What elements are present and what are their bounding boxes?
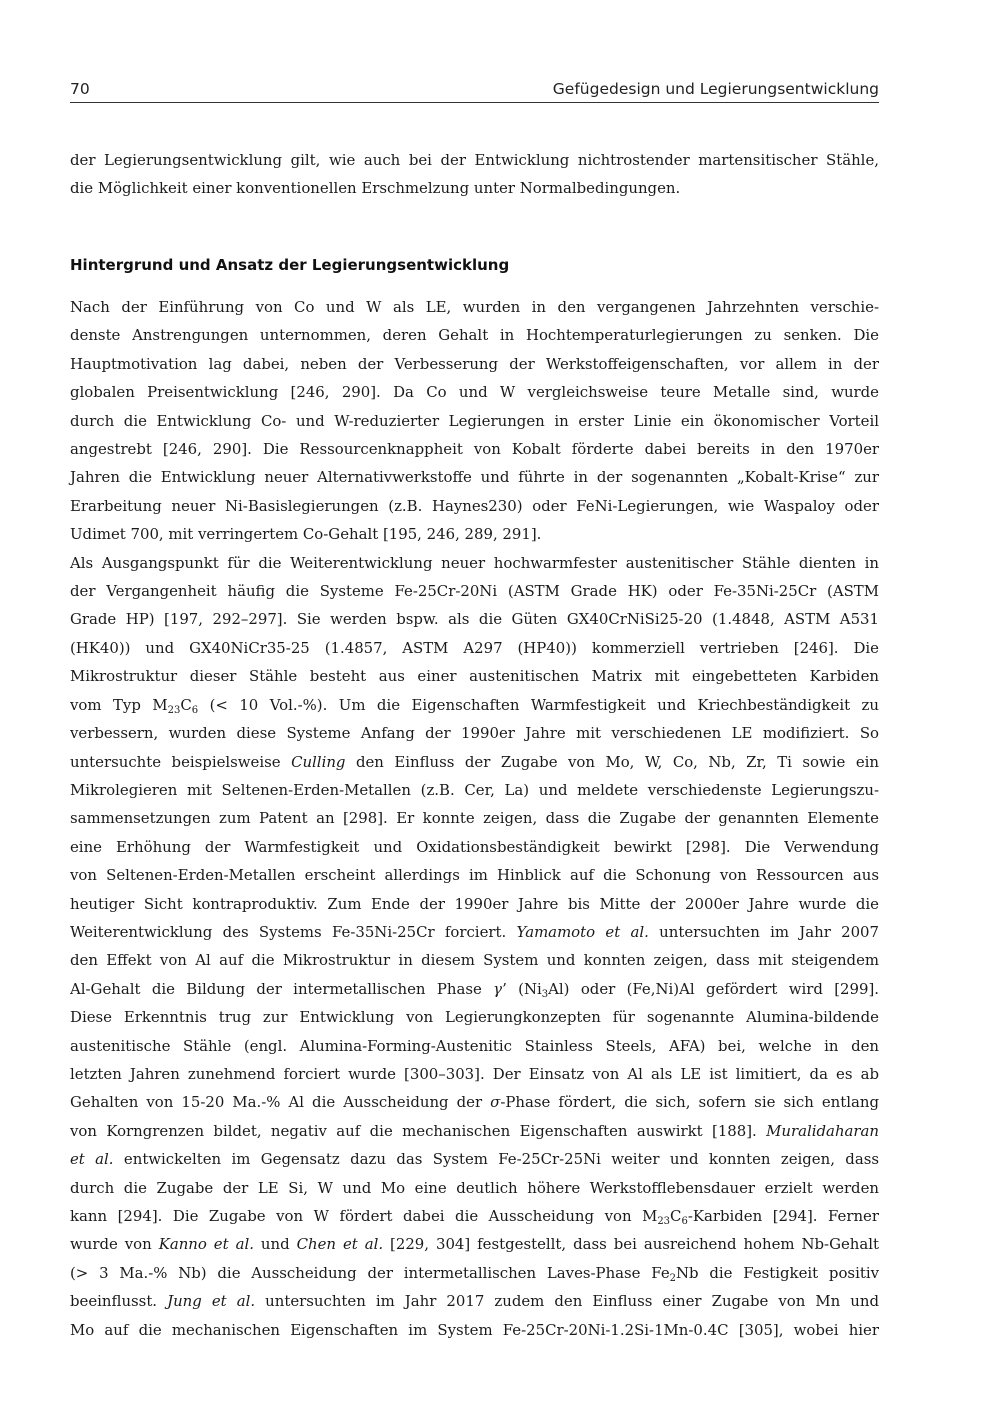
text-line <box>70 975 879 1003</box>
text-line: globalen Preisentwicklung [246, 290]. Da Co und W vergleichsweise teure Metalle sind, wurde <box>70 383 879 402</box>
text-line: der Legierungsentwicklung gilt, wie auch bei der Entwicklung nichtrostender martensitischer Stähle, <box>70 151 879 169</box>
text-line: austenitische Stähle (engl. Alumina-Forming-Austenitic Stainless Steels, AFA) bei, welche in den <box>70 1036 879 1055</box>
text-line: den Effekt von Al auf die Mikrostruktur in diesem System und konnten zeigen, dass mit steigendem <box>70 951 879 970</box>
running-header <box>70 76 879 103</box>
text-run: (< 10 Vol.-%). Um die Eigenschaften Warmfestigkeit und Kriechbeständigkeit zu <box>198 695 879 714</box>
page-number: 70 <box>70 80 90 98</box>
author-name: Yamamoto et al. <box>516 922 649 941</box>
text-run: [229, 304] festgestellt, dass bei ausreichend hohem Nb-Gehalt <box>383 1235 879 1254</box>
text-line: Udimet 700, mit verringertem Co-Gehalt [195, 246, 289, 291]. <box>70 525 542 544</box>
text-line <box>70 1145 879 1173</box>
text-run: C <box>180 695 192 714</box>
text-line <box>70 1287 879 1315</box>
text-line: Mikrolegieren mit Seltenen-Erden-Metallen (z.B. Cer, La) und meldete verschiedenste Legierungszu- <box>70 780 879 799</box>
text-line: Nach der Einführung von Co und W als LE, wurden in den vergangenen Jahrzehnten verschie- <box>70 298 879 316</box>
text-run: (> 3 Ma.-% Nb) die Ausscheidung der intermetallischen Laves-Phase Fe <box>70 1263 670 1282</box>
chapter-title: Gefügedesign und Legierungsentwicklung <box>552 80 879 98</box>
symbol-gamma: γ <box>493 979 503 998</box>
paragraph-cobalt <box>70 293 879 549</box>
text-run: kann [294]. Die Zugabe von W fördert dabei die Ausscheidung von M <box>70 1207 658 1225</box>
text-line: Jahren die Entwicklung neuer Alternativwerkstoffe und führte in der sogenannten „Kobalt-Krise“ zur <box>70 468 879 487</box>
text-line: denste Anstrengungen unternommen, deren Gehalt in Hochtemperaturlegierungen zu senken. Die <box>70 326 879 345</box>
text-line: heutiger Sicht kontraproduktiv. Zum Ende der 1990er Jahre bis Mitte der 2000er Jahre wurde die <box>70 894 879 913</box>
paragraph-development <box>70 549 879 1344</box>
text-line <box>70 1088 879 1116</box>
author-name: Muralidaharan <box>766 1121 879 1140</box>
section-body <box>70 293 879 1344</box>
text-run: untersuchte beispielsweise <box>70 752 292 771</box>
text-line: Mo auf die mechanischen Eigenschaften im System Fe-25Cr-20Ni-1.2Si-1Mn-0.4C [305], wobei hier <box>70 1320 879 1339</box>
text-line: von Seltenen-Erden-Metallen erscheint allerdings im Hinblick auf die Schonung von Ressourcen aus <box>70 866 879 885</box>
text-run: Nb die Festigkeit positiv <box>676 1263 879 1282</box>
text-run: Weiterentwicklung des Systems Fe-35Ni-25Cr forciert. <box>70 922 517 941</box>
subscript: 3 <box>541 988 549 1000</box>
text-line <box>70 918 879 946</box>
text-line: Mikrostruktur dieser Stähle besteht aus einer austenitischen Matrix mit eingebetteten Karbiden <box>70 667 879 686</box>
text-line: verbessern, wurden diese Systeme Anfang der 1990er Jahre mit verschiedenen LE modifiziert. So <box>70 724 879 743</box>
text-line: Erarbeitung neuer Ni-Basislegierungen (z.B. Haynes230) oder FeNi-Legierungen, wie Waspaloy oder <box>70 496 879 515</box>
subscript: 6 <box>681 1216 688 1227</box>
text-line: sammensetzungen zum Patent an [298]. Er konnte zeigen, dass die Zugabe der genannten Elemente <box>70 809 879 828</box>
text-run: untersuchten im Jahr 2007 <box>648 922 880 941</box>
text-line <box>70 748 879 776</box>
text-line <box>70 1202 879 1230</box>
text-run: Al-Gehalt die Bildung der intermetallischen Phase <box>70 979 494 998</box>
subscript: 23 <box>167 704 181 716</box>
author-name: Jung et al. <box>167 1292 256 1311</box>
intro-paragraph <box>70 146 879 203</box>
text-line: letzten Jahren zunehmend forciert wurde [300–303]. Der Einsatz von Al als LE ist limitiert, da es ab <box>70 1064 879 1083</box>
author-name: Culling <box>291 752 346 771</box>
subscript: 6 <box>191 704 199 716</box>
text-run: und <box>253 1235 297 1254</box>
subscript: 23 <box>657 1216 671 1227</box>
text-run: entwickelten im Gegensatz dazu das System Fe-25Cr-25Ni weiter und konnten zeigen, dass <box>113 1150 879 1169</box>
text-line <box>70 1117 879 1145</box>
text-run: beeinflusst. <box>70 1292 168 1311</box>
text-line <box>70 1230 879 1258</box>
text-line: angestrebt [246, 290]. Die Ressourcenknappheit von Kobalt förderte dabei bereits in den 1970er <box>70 440 879 459</box>
text-run: von Korngrenzen bildet, negativ auf die mechanischen Eigenschaften auswirkt [188]. <box>70 1121 767 1140</box>
text-run: Al) oder (Fe,Ni)Al gefördert wird [299]. <box>548 979 879 998</box>
text-run: ’ (Ni <box>502 979 542 998</box>
text-line: durch die Entwicklung Co- und W-reduzierter Legierungen in erster Linie ein ökonomischer Vorteil <box>70 411 879 430</box>
text-run: C <box>670 1207 682 1225</box>
text-line: Grade HP) [197, 292–297]. Sie werden bspw. als die Güten GX40CrNiSi25-20 (1.4848, ASTM A531 <box>70 610 879 629</box>
text-run: Gehalten von 15-20 Ma.-% Al die Ausscheidung der <box>70 1093 491 1112</box>
text-line: eine Erhöhung der Warmfestigkeit und Oxidationsbeständigkeit bewirkt [298]. Die Verwendung <box>70 837 879 856</box>
text-run: -Phase fördert, die sich, sofern sie sich entlang <box>500 1093 879 1112</box>
text-run: -Karbiden [294]. Ferner <box>687 1207 879 1225</box>
text-line: Hauptmotivation lag dabei, neben der Verbesserung der Werkstoffeigenschaften, vor allem in der <box>70 354 879 373</box>
text-line: (HK40)) und GX40NiCr35-25 (1.4857, ASTM A297 (HP40)) kommerziell vertrieben [246]. Die <box>70 638 879 657</box>
text-run: vom Typ M <box>70 695 168 714</box>
text-line <box>70 1259 879 1287</box>
text-line: die Möglichkeit einer konventionellen Erschmelzung unter Normalbedingungen. <box>70 179 681 198</box>
section-heading: Hintergrund und Ansatz der Legierungsentwicklung <box>70 256 510 274</box>
author-name: Chen et al. <box>296 1235 384 1254</box>
text-run: untersuchten im Jahr 2017 zudem den Einfluss einer Zugabe von Mn und <box>255 1292 879 1311</box>
text-line: durch die Zugabe der LE Si, W und Mo eine deutlich höhere Werkstofflebensdauer erzielt werden <box>70 1178 879 1197</box>
text-run: den Einfluss der Zugabe von Mo, W, Co, Nb, Zr, Ti sowie ein <box>345 752 879 771</box>
symbol-sigma: σ <box>490 1093 501 1112</box>
text-line: Als Ausgangspunkt für die Weiterentwicklung neuer hochwarmfester austenitischer Stähle dienten in <box>70 553 879 572</box>
text-line: Diese Erkenntnis trug zur Entwicklung von Legierungkonzepten für sogenannte Alumina-bildende <box>70 1008 879 1027</box>
author-name: et al. <box>70 1150 114 1169</box>
author-name: Kanno et al. <box>158 1235 254 1254</box>
text-line: der Vergangenheit häufig die Systeme Fe-25Cr-20Ni (ASTM Grade HK) oder Fe-35Ni-25Cr (ASTM <box>70 582 879 601</box>
subscript: 2 <box>669 1272 677 1284</box>
text-run: wurde von <box>70 1235 159 1254</box>
text-line <box>70 691 879 719</box>
